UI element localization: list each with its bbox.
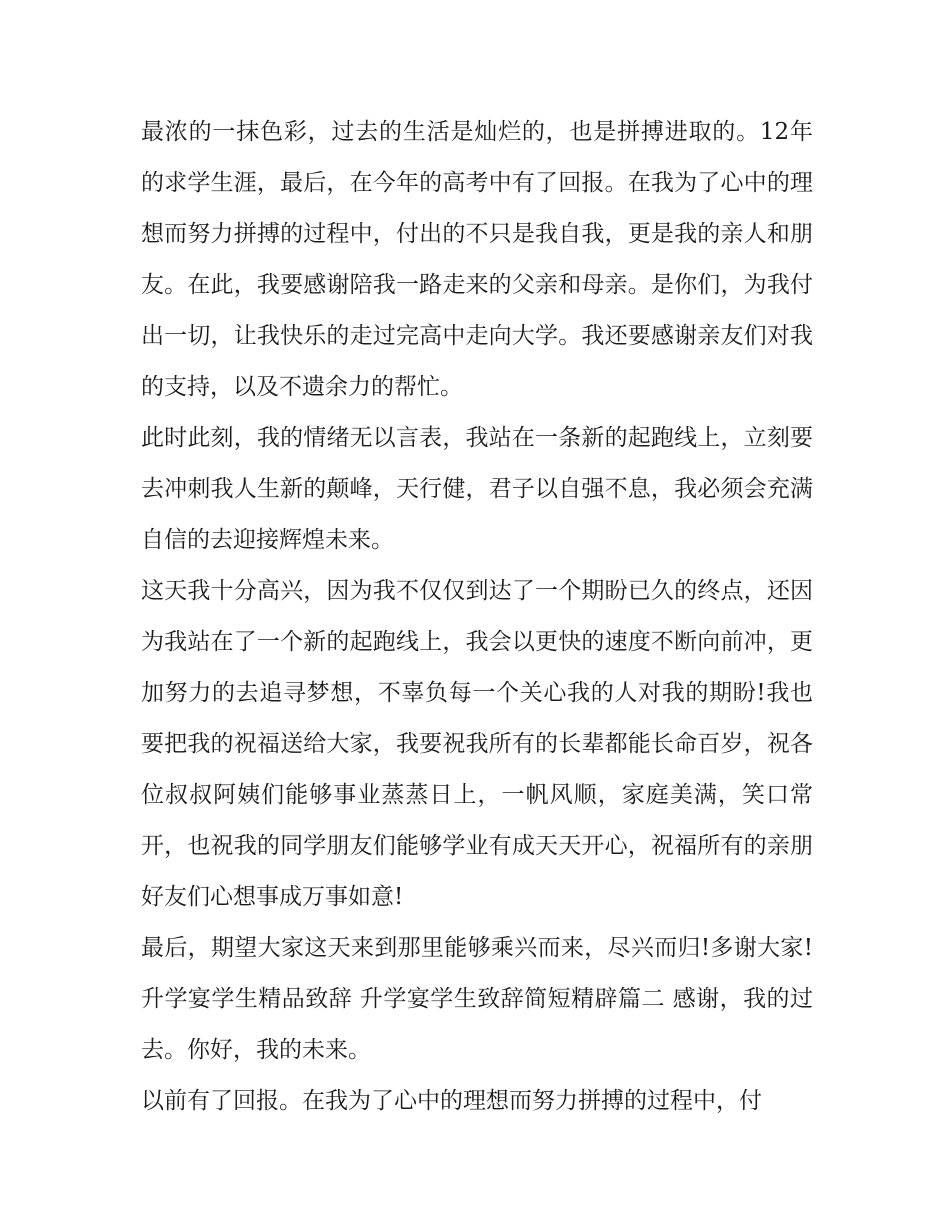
paragraph-3: 这天我十分高兴，因为我不仅仅到达了一个期盼已久的终点，还因为我站在了一个新的起跑线上，我会以更快的速度不断向前冲，更加努力的去追寻梦想，不辜负每一个关心我的人对我的期盼!我也要把我的祝福送给大家，我要祝我所有的长辈都能长命百岁，祝各位叔叔阿姨们能够事业蒸蒸日上，一帆风顺，家庭美满，笑口常开，也祝我的同学朋友们能够学业有成天天开心，祝福所有的亲朋好友们心想事成万事如意! bbox=[141, 578, 813, 910]
document-body bbox=[141, 107, 813, 1127]
paragraph-1: 最浓的一抹色彩，过去的生活是灿烂的，也是拼搏进取的。12年的求学生涯，最后，在今年的高考中有了回报。在我为了心中的理想而努力拼搏的过程中，付出的不只是我自我，更是我的亲人和朋友。在此，我要感谢陪我一路走来的父亲和母亲。是你们，为我付出一切，让我快乐的走过完高中走向大学。我还要感谢亲友们对我的支持，以及不遗余力的帮忙。 bbox=[141, 119, 813, 400]
paragraph-5: 以前有了回报。在我为了心中的理想而努力拼搏的过程中，付 bbox=[141, 1088, 762, 1114]
paragraph-2: 此时此刻，我的情绪无以言表，我站在一条新的起跑线上，立刻要去冲刺我人生新的颠峰，天行健，君子以自强不息，我必须会充满自信的去迎接辉煌未来。 bbox=[141, 425, 813, 553]
paragraph-4: 最后，期望大家这天来到那里能够乘兴而来，尽兴而归!多谢大家! 升学宴学生精品致辞 升学宴学生致辞简短精辟篇二 感谢，我的过去。你好，我的未来。 bbox=[141, 935, 813, 1063]
